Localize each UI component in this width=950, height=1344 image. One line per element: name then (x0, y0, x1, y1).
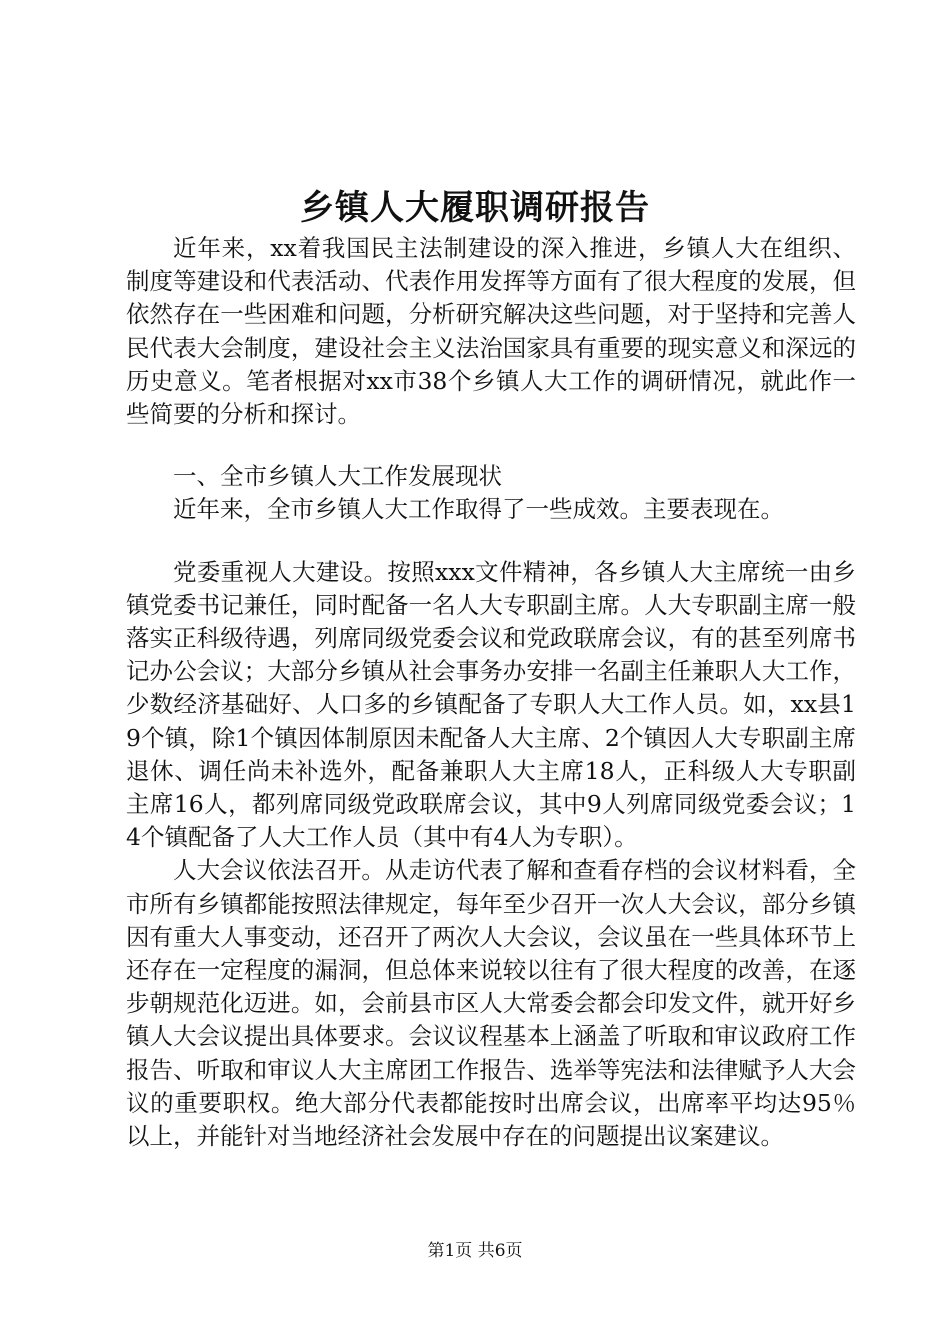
page-number-footer: 第1页 共6页 (427, 1241, 523, 1261)
section-heading: 一、全市乡镇人大工作发展现状 (173, 462, 502, 491)
intro-paragraph: 近年来，xx着我国民主法制建设的深入推进，乡镇人大在组织、制度等建设和代表活动、代表作用发挥等方面有了很大程度的发展，但依然存在一些困难和问题，分析研究解决这些问题，对于坚持和完善人民代表大会制度，建设社会主义法治国家具有重要的现实意义和深远的历史意义。笔者根据对xx市38个乡镇人大工作的调研情况，就此作一些简要的分析和探讨。 (126, 234, 856, 429)
document-title: 乡镇人大履职调研报告 (300, 188, 650, 228)
paragraph-gap (126, 527, 856, 556)
party-paragraph: 党委重视人大建设。按照xxx文件精神，各乡镇人大主席统一由乡镇党委书记兼任，同时配备一名人大专职副主席。人大专职副主席一般落实正科级待遇，列席同级党委会议和党政联席会议，有的甚至列席书记办公会议；大部分乡镇从社会事务办安排一名副主任兼职人大工作，少数经济基础好、人口多的乡镇配备了专职人大工作人员。如，xx县19个镇，除1个镇因体制原因未配备人大主席、2个镇因人大专职副主席退休、调任尚未补选外，配备兼职人大主席18人，正科级人大专职副主席16人，都列席同级党政联席会议，其中9人列席同级党委会议；14个镇配备了人大工作人员（其中有4人为专职）。 (126, 557, 856, 852)
summary-paragraph: 近年来，全市乡镇人大工作取得了一些成效。主要表现在。 (173, 495, 784, 524)
document-body (126, 232, 856, 1153)
paragraph-gap (126, 431, 856, 460)
meeting-paragraph: 人大会议依法召开。从走访代表了解和查看存档的会议材料看，全市所有乡镇都能按照法律规定，每年至少召开一次人大会议，部分乡镇因有重大人事变动，还召开了两次人大会议，会议虽在一些具体环节上还存在一定程度的漏洞，但总体来说较以往有了很大程度的改善，在逐步朝规范化迈进。如，会前县市区人大常委会都会印发文件，就开好乡镇人大会议提出具体要求。会议议程基本上涵盖了听取和审议政府工作报告、听取和审议人大主席团工作报告、选举等宪法和法律赋予人大会议的重要职权。绝大部分代表都能按时出席会议，出席率平均达95％以上，并能针对当地经济社会发展中存在的问题提出议案建议。 (126, 856, 856, 1151)
